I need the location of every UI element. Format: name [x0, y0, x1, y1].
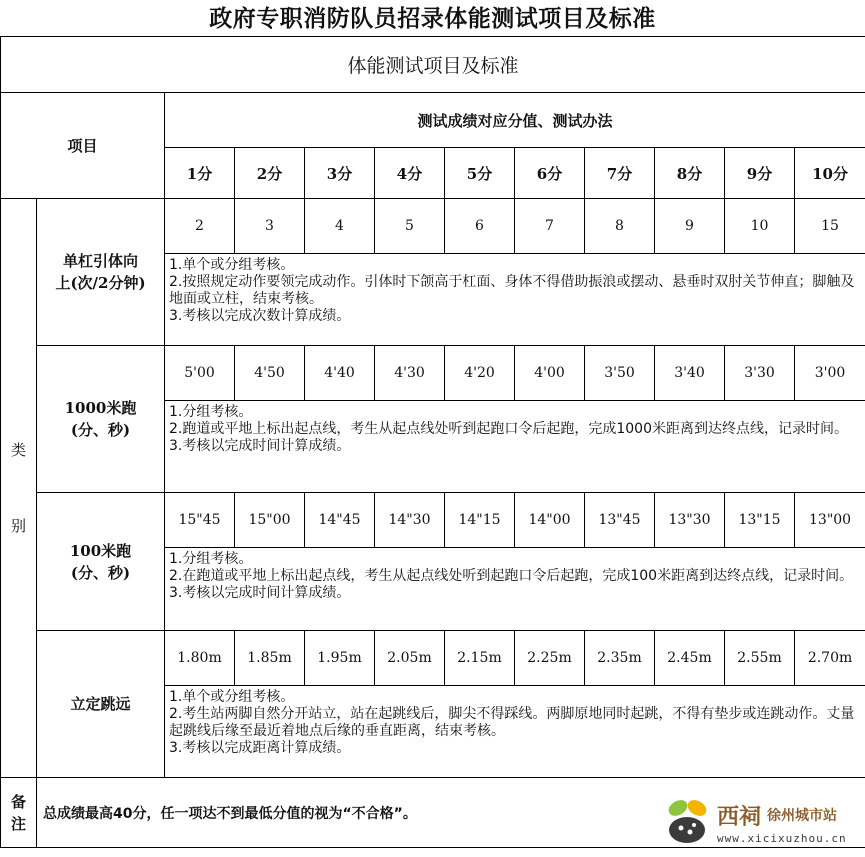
score-value: 5	[375, 199, 445, 254]
watermark	[661, 790, 861, 854]
score-value: 13"15	[725, 493, 795, 548]
score-value: 3	[235, 199, 305, 254]
score-value: 1.85m	[235, 631, 305, 686]
score-value: 15"00	[235, 493, 305, 548]
method-line: 1.单个或分组考核。	[169, 689, 295, 705]
note-label	[1, 778, 37, 848]
score-header: 8分	[655, 148, 725, 199]
table-subtitle: 体能测试项目及标准	[1, 37, 865, 93]
category-label	[1, 199, 37, 778]
score-value: 4'00	[515, 346, 585, 401]
score-value: 2.15m	[445, 631, 515, 686]
method-line: 3.考核以完成时间计算成绩。	[169, 438, 351, 454]
score-header: 3分	[305, 148, 375, 199]
watermark-brand: 西祠	[717, 804, 762, 830]
method-line: 3.考核以完成次数计算成绩。	[169, 308, 351, 324]
score-value: 2.05m	[375, 631, 445, 686]
score-header: 2分	[235, 148, 305, 199]
score-value: 3'40	[655, 346, 725, 401]
method-line: 1.分组考核。	[169, 551, 253, 567]
test-method-long-jump	[165, 686, 865, 778]
category-char: 别	[10, 517, 26, 535]
event-name-line: 1000米跑	[64, 399, 137, 417]
note-label-char: 注	[10, 814, 26, 833]
score-value: 5'00	[165, 346, 235, 401]
score-value: 15	[795, 199, 865, 254]
score-header: 10分	[795, 148, 865, 199]
score-value: 1.80m	[165, 631, 235, 686]
watermark-city: 徐州城市站	[767, 808, 837, 824]
score-value: 1.95m	[305, 631, 375, 686]
score-value: 7	[515, 199, 585, 254]
category-char: 类	[10, 441, 26, 459]
score-value: 15"45	[165, 493, 235, 548]
event-name-pullup	[37, 199, 165, 346]
score-header: 1分	[165, 148, 235, 199]
method-line: 1.分组考核。	[169, 404, 253, 420]
score-value: 2.55m	[725, 631, 795, 686]
score-value: 13"45	[585, 493, 655, 548]
event-name-100m	[37, 493, 165, 631]
method-line: 3.考核以完成时间计算成绩。	[169, 585, 351, 601]
score-value: 2.25m	[515, 631, 585, 686]
score-value: 2	[165, 199, 235, 254]
score-header: 5分	[445, 148, 515, 199]
score-value: 3'00	[795, 346, 865, 401]
header-method: 测试成绩对应分值、测试办法	[165, 93, 865, 148]
event-name-long-jump	[37, 631, 165, 778]
score-value: 4	[305, 199, 375, 254]
score-header: 6分	[515, 148, 585, 199]
method-line: 1.单个或分组考核。	[169, 257, 295, 273]
page-title: 政府专职消防队员招录体能测试项目及标准	[209, 6, 656, 32]
event-name-line: 立定跳远	[70, 695, 131, 713]
note-label-char: 备	[10, 792, 26, 811]
score-value: 14"15	[445, 493, 515, 548]
score-value: 3'30	[725, 346, 795, 401]
method-line: 2.在跑道或平地上标出起点线，考生从起点线处听到起跑口令后起跑，完成100米距离到达终点线，记录时间。	[169, 568, 854, 584]
score-value: 4'30	[375, 346, 445, 401]
event-name-1000m	[37, 346, 165, 493]
event-name-line: 100米跑	[69, 541, 132, 560]
score-value: 4'20	[445, 346, 515, 401]
event-name-line: (分、秒)	[70, 563, 131, 582]
xici-logo-icon	[661, 794, 713, 850]
score-value: 14"45	[305, 493, 375, 548]
note-text: 总成绩最高40分，任一项达不到最低分值的视为“不合格”。	[37, 778, 865, 848]
method-line: 2.按照规定动作要领完成动作。引体时下颌高于杠面、身体不得借助振浪或摆动、悬垂时双肘关节伸直；脚触及地面或立柱，结束考核。	[169, 274, 855, 307]
score-header: 4分	[375, 148, 445, 199]
score-value: 2.35m	[585, 631, 655, 686]
method-line: 3.考核以完成距离计算成绩。	[169, 740, 351, 756]
score-value: 4'50	[235, 346, 305, 401]
fitness-standards-table	[0, 36, 865, 848]
test-method-1000m	[165, 401, 865, 493]
score-value: 13"30	[655, 493, 725, 548]
score-value: 2.45m	[655, 631, 725, 686]
score-value: 14"00	[515, 493, 585, 548]
test-method-100m	[165, 548, 865, 631]
method-line: 2.跑道或平地上标出起点线，考生从起点线处听到起跑口令后起跑，完成1000米距离到达终点线，记录时间。	[169, 421, 848, 437]
score-value: 4'40	[305, 346, 375, 401]
event-name-line: (分、秒)	[70, 421, 131, 439]
score-value: 13"00	[795, 493, 865, 548]
score-value: 10	[725, 199, 795, 254]
header-item: 项目	[1, 93, 165, 199]
score-header: 9分	[725, 148, 795, 199]
score-value: 9	[655, 199, 725, 254]
score-header: 7分	[585, 148, 655, 199]
event-name-line: 单杠引体向	[62, 252, 138, 270]
event-name-line: 上(次/2分钟)	[55, 274, 146, 292]
score-value: 3'50	[585, 346, 655, 401]
score-value: 14"30	[375, 493, 445, 548]
score-value: 8	[585, 199, 655, 254]
method-line: 2.考生站两脚自然分开站立，站在起跳线后，脚尖不得踩线。两脚原地同时起跳，不得有垫步或连跳动作。丈量起跳线后缘至最近着地点后缘的垂直距离，结束考核。	[169, 706, 855, 739]
score-value: 2.70m	[795, 631, 865, 686]
test-method-pullup	[165, 254, 865, 346]
watermark-url: www.xicixuzhou.cn	[717, 832, 847, 845]
score-value: 6	[445, 199, 515, 254]
